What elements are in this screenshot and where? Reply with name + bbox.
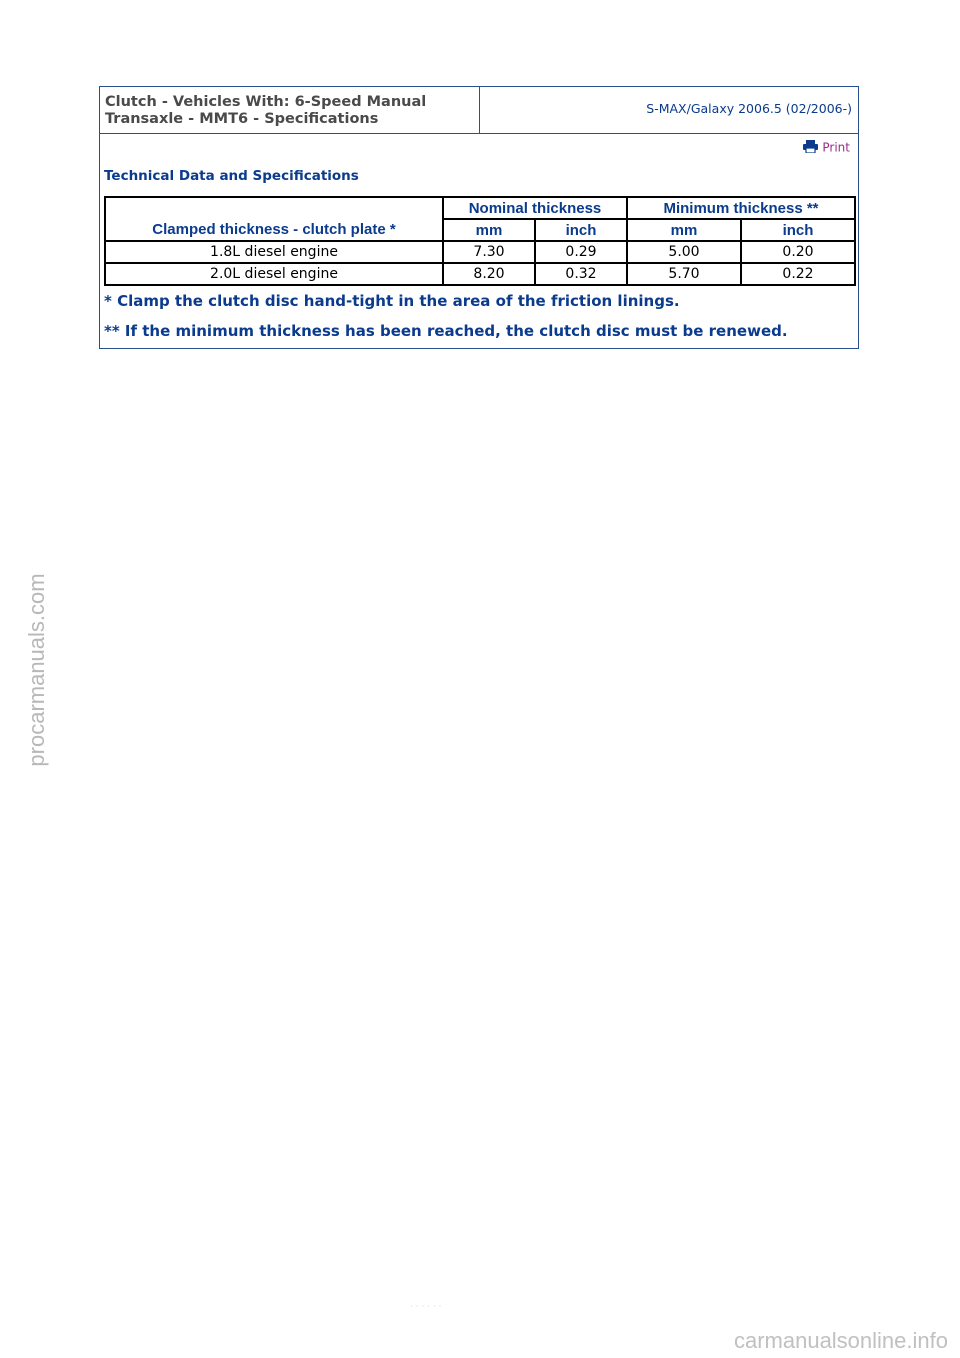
vehicle-model: S-MAX/Galaxy 2006.5 (02/2006-) <box>646 101 852 116</box>
footnote-minimum: ** If the minimum thickness has been reached, the clutch disc must be renewed. <box>104 322 788 340</box>
document-content <box>100 134 858 348</box>
table-cell: 5.70 <box>627 263 741 285</box>
table-row <box>105 241 855 263</box>
engine-label: 2.0L diesel engine <box>105 263 443 285</box>
specifications-table <box>104 196 856 286</box>
document-header <box>100 87 858 134</box>
unit-header: inch <box>741 219 855 241</box>
page-title-line1: Clutch - Vehicles With: 6-Speed Manual <box>105 94 427 110</box>
row-header-cell: Clamped thickness - clutch plate * <box>105 197 443 241</box>
watermark-left <box>22 560 52 780</box>
table-cell: 0.20 <box>741 241 855 263</box>
table-cell: 8.20 <box>443 263 535 285</box>
watermark-bottom: carmanualsonline.info <box>733 1328 948 1353</box>
unit-header: mm <box>443 219 535 241</box>
printer-icon <box>803 140 818 156</box>
document-frame <box>99 86 859 349</box>
table-cell: 0.29 <box>535 241 627 263</box>
table-cell: 7.30 <box>443 241 535 263</box>
group-header-minimum: Minimum thickness ** <box>627 197 855 219</box>
print-label[interactable]: Print <box>822 140 850 155</box>
page-title <box>100 87 480 133</box>
page-footer-faint: · · · · · · <box>410 1302 442 1312</box>
watermark-left-text: procarmanuals.com <box>24 573 49 767</box>
unit-header: inch <box>535 219 627 241</box>
table-cell: 0.32 <box>535 263 627 285</box>
footnote-clamp: * Clamp the clutch disc hand-tight in the area of the friction linings. <box>104 292 680 310</box>
section-title: Technical Data and Specifications <box>104 168 359 184</box>
group-header-nominal: Nominal thickness <box>443 197 627 219</box>
table-cell: 5.00 <box>627 241 741 263</box>
table-cell: 0.22 <box>741 263 855 285</box>
unit-header: mm <box>627 219 741 241</box>
table-row <box>105 263 855 285</box>
table-header-row <box>105 197 855 219</box>
print-link[interactable] <box>104 140 854 162</box>
engine-label: 1.8L diesel engine <box>105 241 443 263</box>
page-title-line2: Transaxle - MMT6 - Specifications <box>105 111 379 127</box>
